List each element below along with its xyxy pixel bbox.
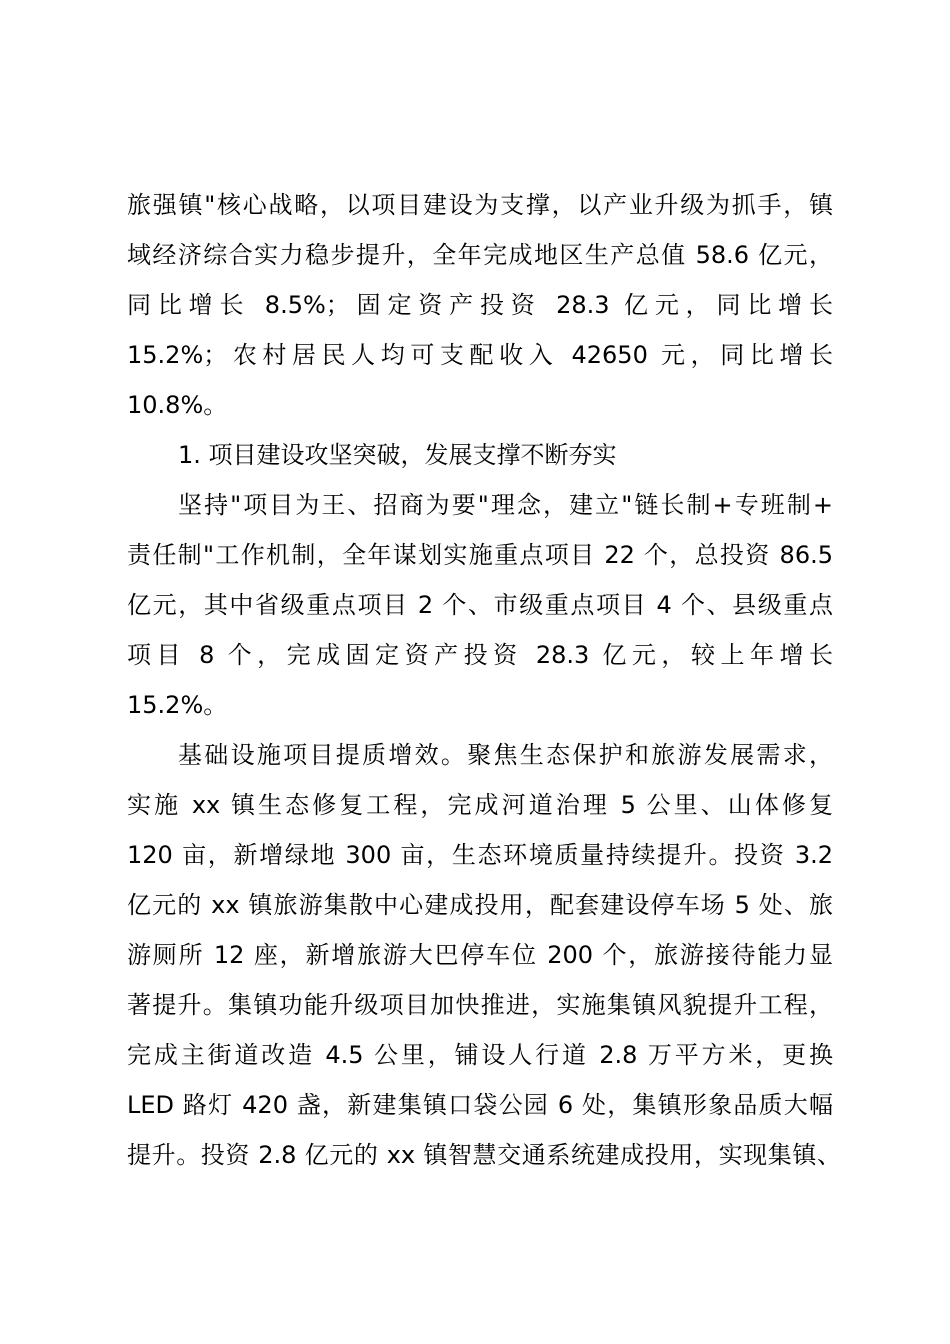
body-text-line: 15.2%；农村居民人均可支配收入 42650 元，同比增长: [127, 341, 833, 369]
paragraph-first-line: 坚持"项目为王、招商为要"理念，建立"链长制+专班制+: [178, 491, 833, 519]
body-text-line: 提升。投资 2.8 亿元的 xx 镇智慧交通系统建成投用，实现集镇、: [127, 1141, 841, 1169]
body-text-line: 域经济综合实力稳步提升，全年完成地区生产总值 58.6 亿元，: [127, 241, 833, 269]
body-text-line: 10.8%。: [127, 391, 228, 419]
body-text-line: 著提升。集镇功能升级项目加快推进，实施集镇风貌提升工程，: [127, 991, 833, 1019]
body-text-line: 实施 xx 镇生态修复工程，完成河道治理 5 公里、山体修复: [127, 791, 833, 819]
body-text-line: 15.2%。: [127, 691, 228, 719]
body-text-line: 完成主街道改造 4.5 公里，铺设人行道 2.8 万平方米，更换: [127, 1041, 833, 1069]
paragraph-first-line: 基础设施项目提质增效。聚焦生态保护和旅游发展需求，: [178, 741, 833, 769]
body-text-line: 亿元，其中省级重点项目 2 个、市级重点项目 4 个、县级重点: [127, 591, 833, 619]
body-text-line: 游厕所 12 座，新增旅游大巴停车位 200 个，旅游接待能力显: [127, 941, 833, 969]
body-text-line: 责任制"工作机制，全年谋划实施重点项目 22 个，总投资 86.5: [127, 541, 833, 569]
body-text-line: 亿元的 xx 镇旅游集散中心建成投用，配套建设停车场 5 处、旅: [127, 891, 833, 919]
section-heading: 1. 项目建设攻坚突破，发展支撑不断夯实: [178, 441, 617, 469]
body-text-line: 120 亩，新增绿地 300 亩，生态环境质量持续提升。投资 3.2: [127, 841, 833, 869]
body-text-line: 同比增长 8.5%；固定资产投资 28.3 亿元，同比增长: [127, 291, 833, 319]
body-text-line: 项目 8 个，完成固定资产投资 28.3 亿元，较上年增长: [127, 641, 833, 669]
body-text-line: 旅强镇"核心战略，以项目建设为支撑，以产业升级为抓手，镇: [127, 191, 833, 219]
body-text-line: LED 路灯 420 盏，新建集镇口袋公园 6 处，集镇形象品质大幅: [127, 1091, 833, 1119]
